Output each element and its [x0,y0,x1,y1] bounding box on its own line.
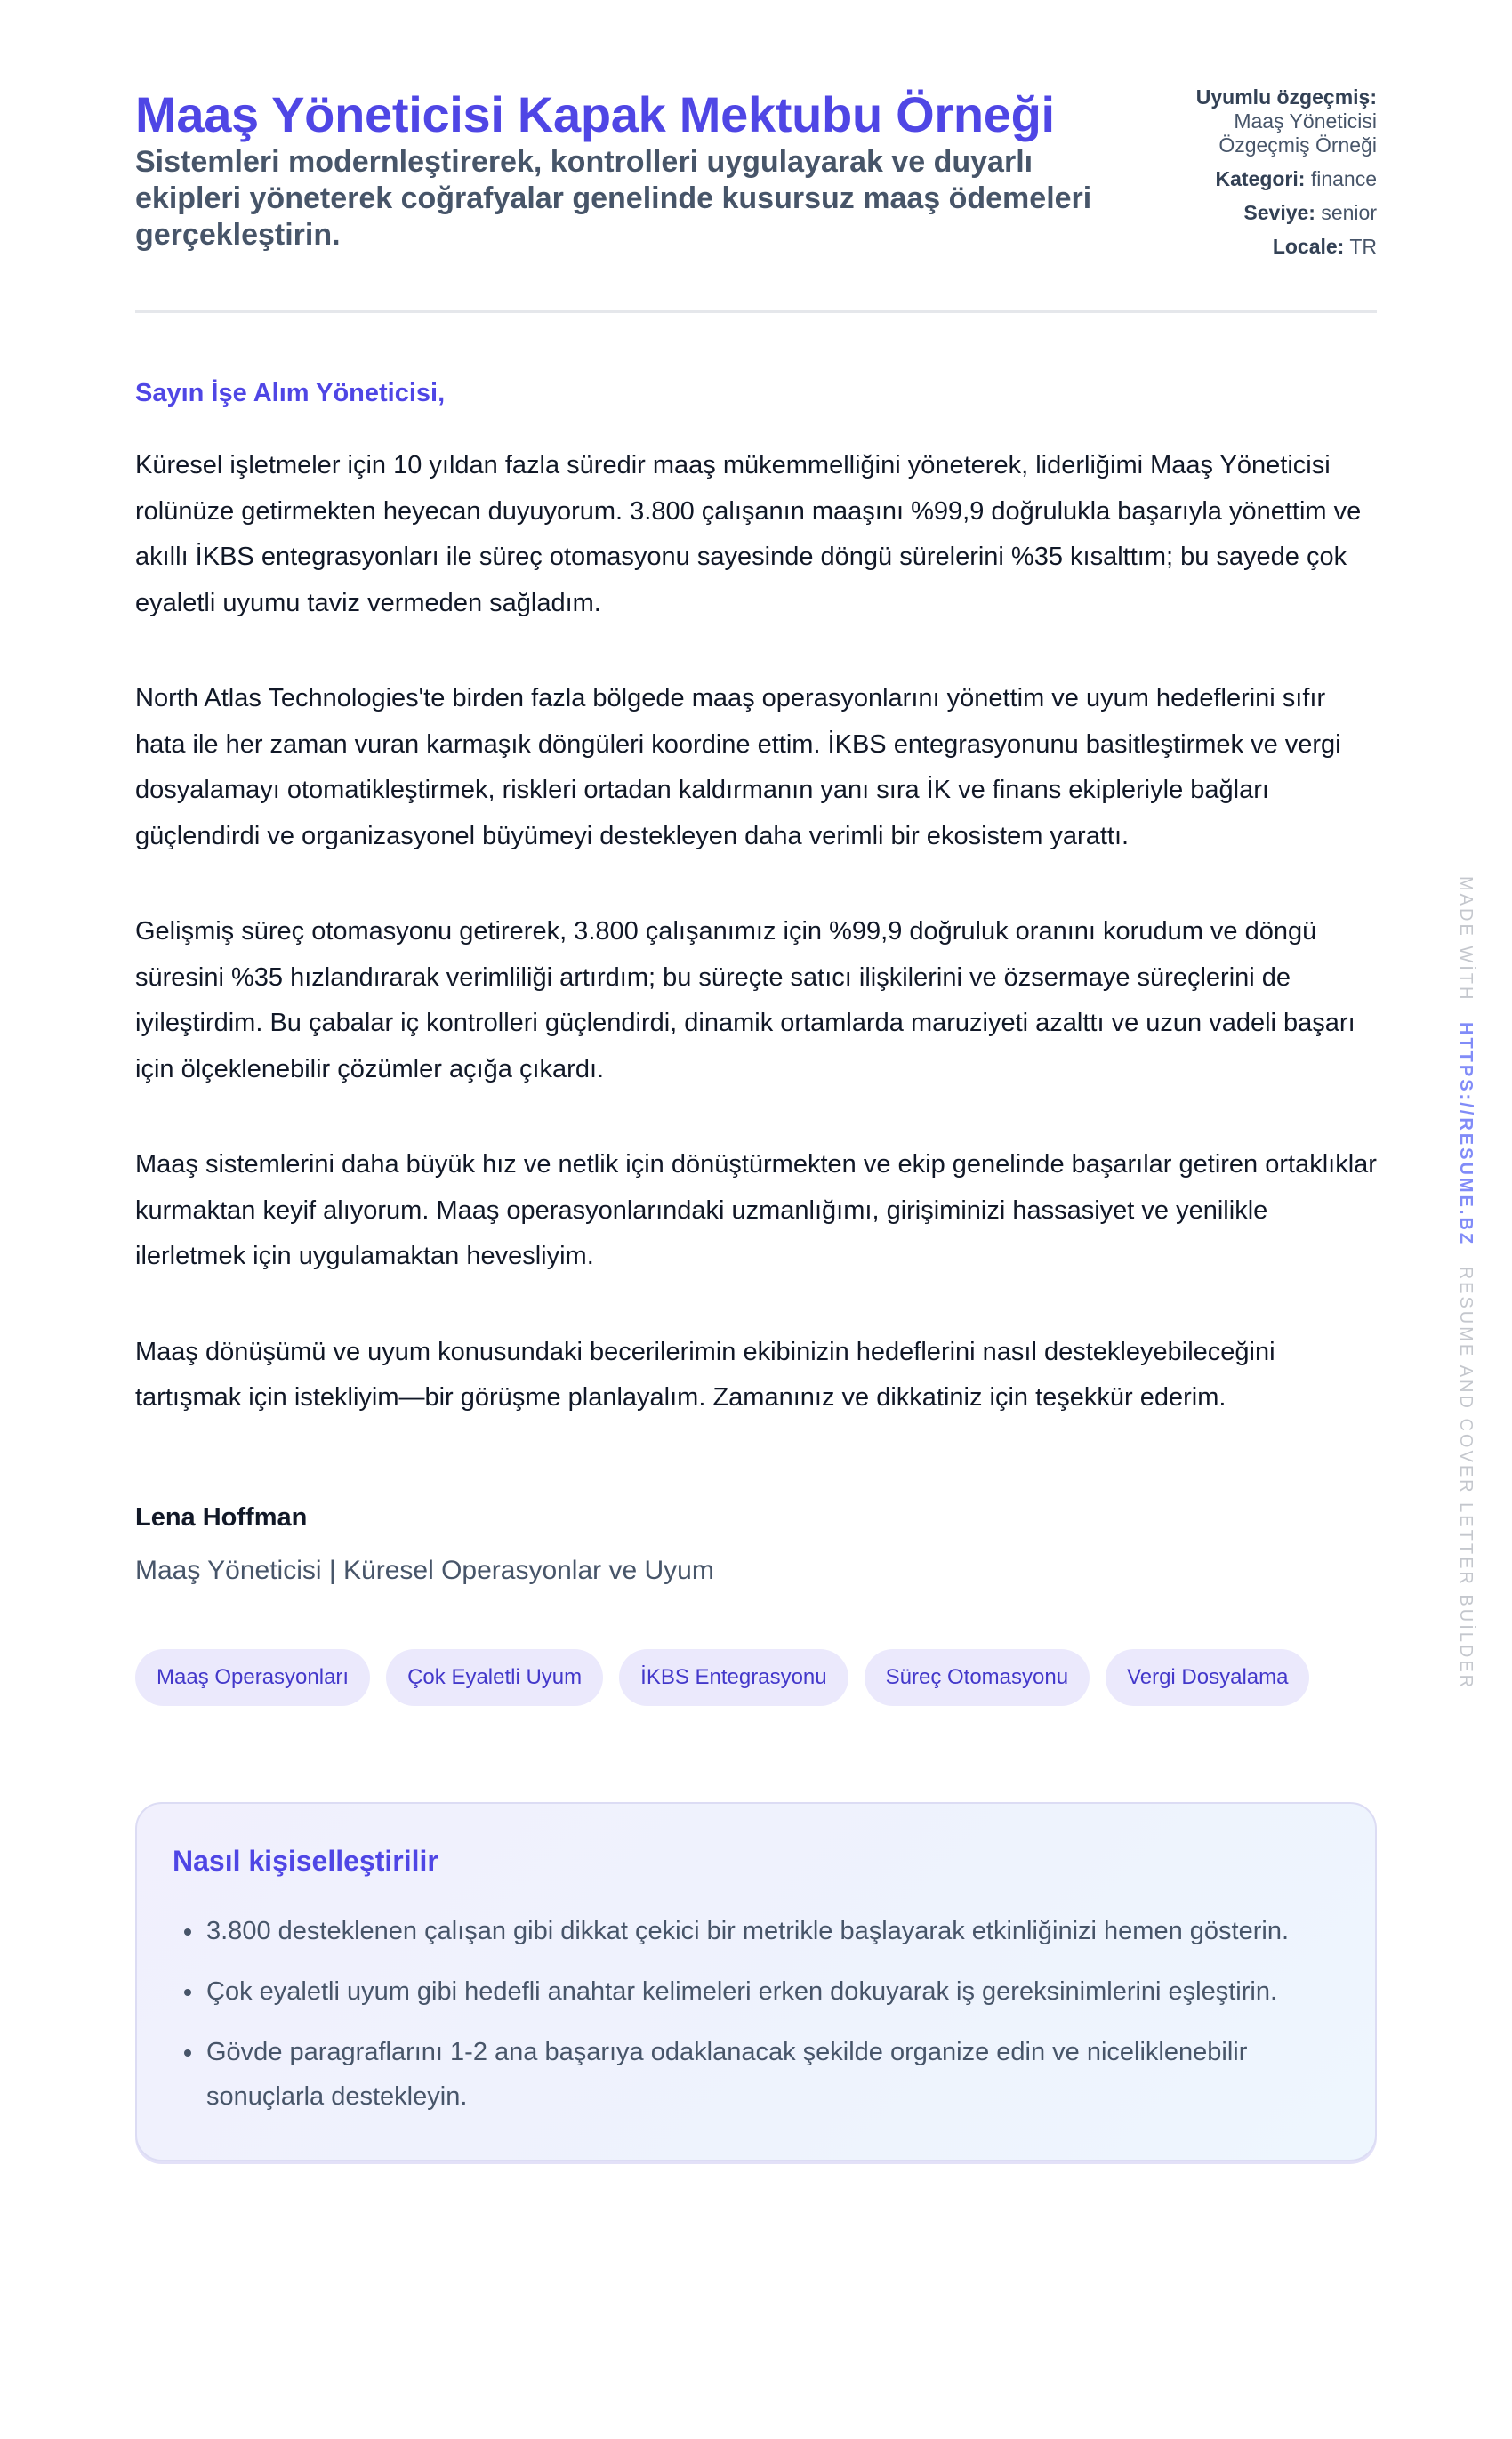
meta-category [1146,167,1377,191]
meta-resume [1146,85,1377,157]
meta-locale-label: Locale: [1272,235,1345,258]
letter-greeting: Sayın İşe Alım Yöneticisi, [135,379,446,407]
tip-item: • 3.800 desteklenen çalışan gibi dikkat çekici bir metrikle başlayarak etkinliğinizi hemen gösterin. [205,1909,1339,1953]
letter-paragraph: Gelişmiş süreç otomasyonu getirerek, 3.800 çalışanımız için %99,9 doğruluk oranını korudum ve döngü süresini %35 hızlandırarak verimliliği artırdım; bu süreçte satıcı ilişkilerini ve özsermaye süreçlerini de iyileştirdim. Bu çabalar iç kontrolleri güçlendirdi, dinamik ortamlarda maruziyeti azalttı ve uzun vadeli başarı için ölçeklenebilir çözümler açığa çıkardı. [135,917,1355,1083]
tip-item: • Çok eyaletli uyum gibi hedefli anahtar kelimeleri erken dokuyarak iş gereksinimlerini eşleştirin. [205,1969,1339,2014]
skill-tag: Çok Eyaletli Uyum [386,1649,603,1706]
signature-name: Lena Hoffman [135,1502,308,1532]
cover-letter-page [135,0,1377,2161]
meta-panel [1146,85,1377,269]
signature-block [135,1501,1377,1587]
skill-tag: Süreç Otomasyonu [865,1649,1090,1706]
letter-paragraph: North Atlas Technologies'te birden fazla bölgede maaş operasyonlarını yönettim ve uyum hedeflerini sıfır hata ile her zaman vuran karmaşık döngüleri koordine ettim. İKBS entegrasyonunu basitleştirmek ve vergi dosyalamayı otomatikleştirmek, riskleri ortadan kaldırmanın yanı sıra İK ve finans ekipleriyle bağları güçlendirdi ve organizasyonel büyümeyi destekleyen daha verimli bir ekosistem yarattı. [135,684,1341,850]
skill-tag: Vergi Dosyalama [1106,1649,1309,1706]
watermark-suffix: RESUME AND COVER LETTER BUİLDER [1456,1266,1476,1691]
meta-locale [1146,235,1377,259]
meta-resume-label: Uyumlu özgeçmiş: [1195,85,1377,109]
meta-locale-value: TR [1349,235,1377,258]
letter-body [135,377,1377,1587]
letter-paragraph: Maaş sistemlerini daha büyük hız ve netlik için dönüştürmekten ve ekip genelinde başarılar getiren ortaklıklar kurmaktan keyif alıyorum. Maaş operasyonlarındaki uzmanlığımı, girişiminizi hassasiyet ve yenilikle ilerletmek için uygulamaktan hevesliyim. [135,1150,1377,1270]
watermark-link[interactable]: HTTPS://RESUME.BZ [1456,1022,1476,1247]
tip-item: • Gövde paragraflarını 1-2 ana başarıya odaklanacak şekilde organize edin ve niceliklenebilir sonuçlarla destekleyin. [205,2030,1339,2119]
letter-paragraph: Maaş dönüşümü ve uyum konusundaki becerilerimin ekibinizin hedeflerini nasıl destekleyebileceğini tartışmak için istekliyim—bir görüşme planlayalım. Zamanınız ve dikkatiniz için teşekkür ederim. [135,1337,1275,1412]
meta-level-label: Seviye: [1243,201,1315,224]
tips-title: Nasıl kişiselleştirilir [173,1844,438,1877]
page-subtitle: Sistemleri modernleştirerek, kontrolleri uygulayarak ve duyarlı ekipleri yöneterek coğrafyalar genelinde kusursuz maaş ödemeleri gerçekleştirin. [135,145,1092,252]
skill-tags [135,1649,1377,1706]
skill-tag: İKBS Entegrasyonu [619,1649,848,1706]
signature-role: Maaş Yöneticisi | Küresel Operasyonlar ve Uyum [135,1555,714,1585]
meta-level-value: senior [1321,201,1377,224]
made-with-watermark [1455,876,1476,1690]
watermark-prefix: MADE WİTH [1456,876,1476,1002]
meta-category-value: finance [1310,167,1377,190]
customization-tips [135,1802,1377,2161]
meta-resume-link[interactable]: Maaş Yöneticisi Özgeçmiş Örneği [1218,109,1377,157]
tips-list [173,1909,1339,2119]
page-header [135,0,1377,313]
meta-category-label: Kategori: [1215,167,1306,190]
skill-tag: Maaş Operasyonları [135,1649,370,1706]
page-title: Maaş Yöneticisi Kapak Mektubu Örneği [135,86,1055,142]
meta-level [1146,201,1377,225]
letter-paragraph: Küresel işletmeler için 10 yıldan fazla süredir maaş mükemmelliğini yöneterek, liderliğimi Maaş Yöneticisi rolünüze getirmekten heyecan duyuyorum. 3.800 çalışanın maaşını %99,9 doğrulukla başarıyla yönettim ve akıllı İKBS entegrasyonları ile süreç otomasyonu sayesinde döngü sürelerini %35 kısalttım; bu sayede çok eyaletli uyumu taviz vermeden sağladım. [135,451,1362,617]
